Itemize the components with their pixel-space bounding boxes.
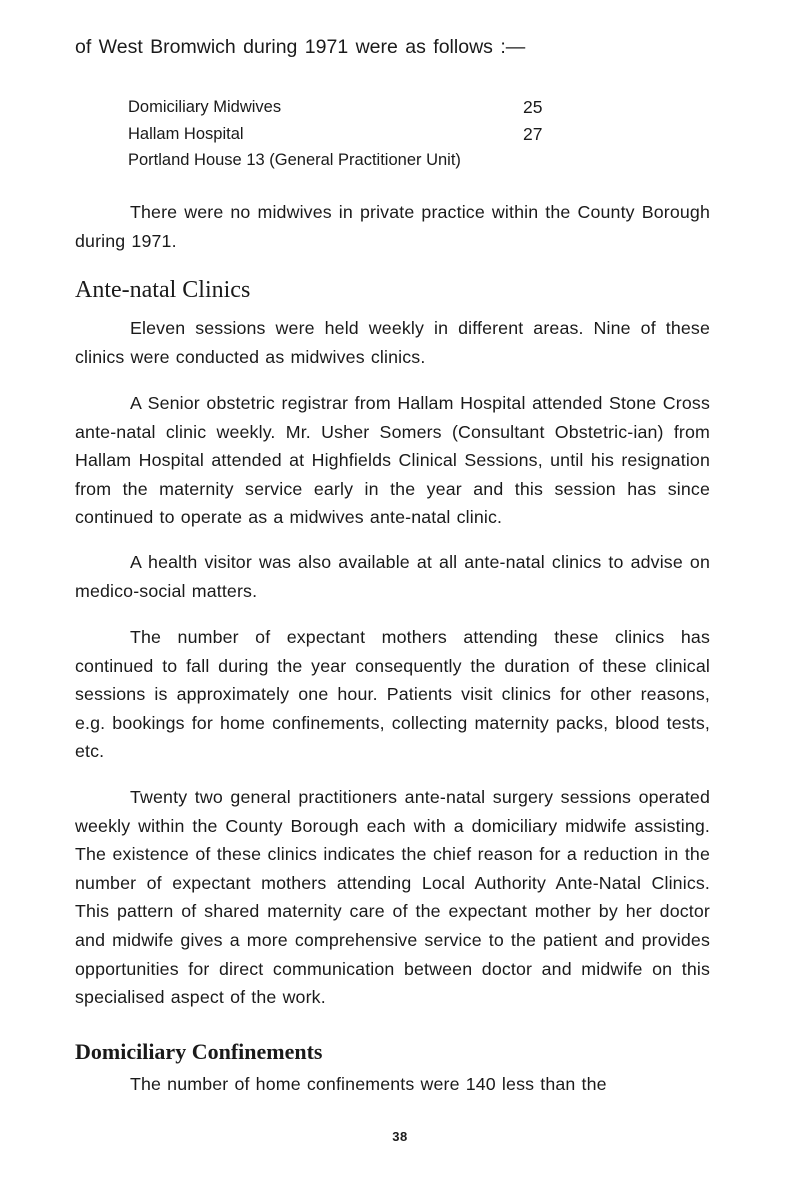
- list-item-count: 27: [523, 123, 543, 144]
- paragraph-sessions: [75, 314, 710, 371]
- paragraph-text: A health visitor was also available at all ante-natal clinics to advise on medico-social matters.: [75, 552, 710, 601]
- list-item-label: Portland House 13 (General Practitioner Unit): [128, 151, 461, 169]
- list-item-label: Domiciliary Midwives: [128, 98, 282, 116]
- paragraph-text: There were no midwives in private practice within the County Borough during 1971.: [75, 202, 710, 251]
- list-item: [128, 149, 608, 176]
- paragraph-expectant-mothers: [75, 623, 710, 766]
- paragraph-home-confinements: [75, 1070, 710, 1099]
- list-item-count: 25: [523, 97, 543, 117]
- list-item: [128, 96, 608, 123]
- paragraph-private-practice: [75, 198, 710, 255]
- sessions-list: [128, 96, 608, 176]
- section-heading-domiciliary: Domiciliary Confinements: [75, 1039, 323, 1064]
- intro-line: of West Bromwich during 1971 were as follows :—: [75, 36, 526, 58]
- paragraph-health-visitor: [75, 548, 710, 605]
- page-number: 38: [392, 1129, 408, 1144]
- paragraph-text: The number of home confinements were 140 less than the: [130, 1074, 607, 1094]
- paragraph-text: Eleven sessions were held weekly in different areas. Nine of these clinics were conducted as midwives clinics.: [75, 318, 710, 367]
- paragraph-gp-sessions: [75, 783, 710, 1012]
- list-item: [128, 123, 608, 150]
- paragraph-text: A Senior obstetric registrar from Hallam Hospital attended Stone Cross ante-natal clinic weekly. Mr. Usher Somers (Consultant Obstetric-ian) from Hallam Hospital attended at Highfields Clinical Sessions, until his resignation from the maternity service early in the year and this session has since continued to operate as a midwives ante-natal clinic.: [75, 393, 710, 528]
- list-item-label: Hallam Hospital: [128, 124, 244, 143]
- section-heading-antenatal: Ante-natal Clinics: [75, 277, 251, 303]
- paragraph-registrar: [75, 389, 710, 532]
- paragraph-text: The number of expectant mothers attending these clinics has continued to fall during the year consequently the duration of these clinical sessions is approximately one hour. Patients visit clinics for other reasons, e.g. bookings for home confinements, collecting maternity packs, blood tests, etc.: [75, 627, 710, 762]
- paragraph-text: Twenty two general practitioners ante-natal surgery sessions operated weekly within the County Borough each with a domiciliary midwife assisting. The existence of these clinics indicates the chief reason for a reduction in the number of expectant mothers attending Local Authority Ante-Natal Clinics. This pattern of shared maternity care of the expectant mother by her doctor and midwife gives a more comprehensive service to the patient and provides opportunities for direct communication between doctor and midwife on this specialised aspect of the work.: [75, 787, 710, 1008]
